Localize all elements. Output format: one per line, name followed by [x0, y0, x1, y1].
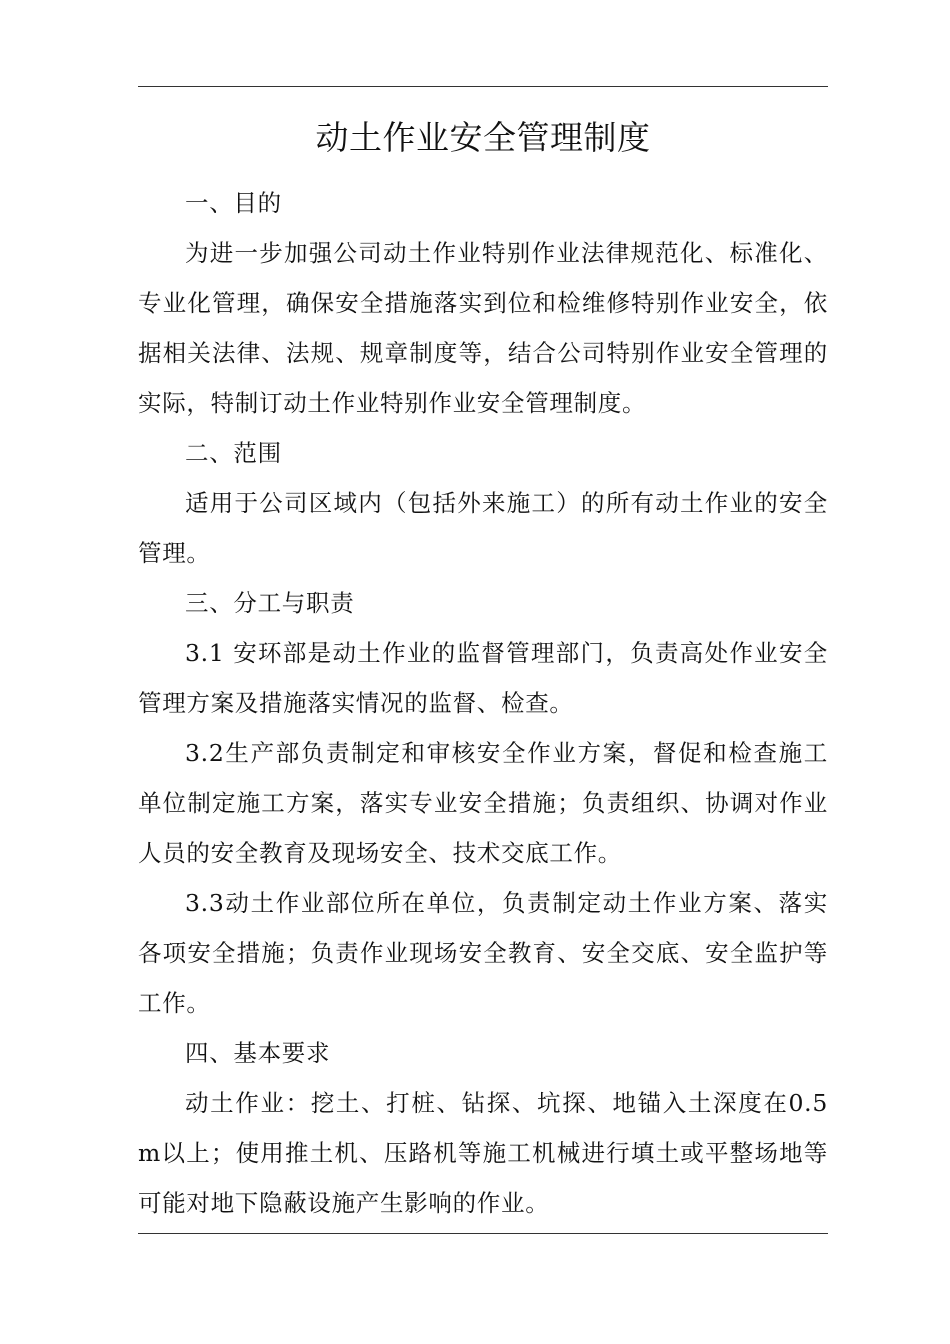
- document-body: [138, 178, 828, 1228]
- paragraph-requirements: 动土作业：挖土、打桩、钻探、坑探、地锚入土深度在0.5m以上；使用推土机、压路机等施工机械进行填土或平整场地等可能对地下隐蔽设施产生影响的作业。: [138, 1089, 828, 1217]
- paragraph-3-2: 3.2生产部负责制定和审核安全作业方案，督促和检查施工单位制定施工方案，落实专业安全措施；负责组织、协调对作业人员的安全教育及现场安全、技术交底工作。: [138, 739, 828, 867]
- document-title: 动土作业安全管理制度: [315, 118, 651, 157]
- footer-rule: [138, 1233, 828, 1234]
- section-heading-purpose: 一、目的: [185, 189, 282, 217]
- section-heading-requirements: 四、基本要求: [185, 1039, 331, 1067]
- paragraph-3-3: 3.3动土作业部位所在单位，负责制定动土作业方案、落实各项安全措施；负责作业现场安全教育、安全交底、安全监护等工作。: [138, 889, 828, 1017]
- paragraph-purpose: 为进一步加强公司动土作业特别作业法律规范化、标准化、专业化管理，确保安全措施落实到位和检维修特别作业安全，依据相关法律、法规、规章制度等，结合公司特别作业安全管理的实际，特制订动土作业特别作业安全管理制度。: [138, 239, 828, 417]
- section-heading-responsibilities: 三、分工与职责: [185, 589, 355, 617]
- paragraph-3-1: 3.1 安环部是动土作业的监督管理部门，负责高处作业安全管理方案及措施落实情况的监督、检查。: [138, 639, 828, 717]
- header-rule: [138, 86, 828, 87]
- paragraph-scope: 适用于公司区域内（包括外来施工）的所有动土作业的安全管理。: [138, 489, 828, 567]
- section-heading-scope: 二、范围: [185, 439, 282, 467]
